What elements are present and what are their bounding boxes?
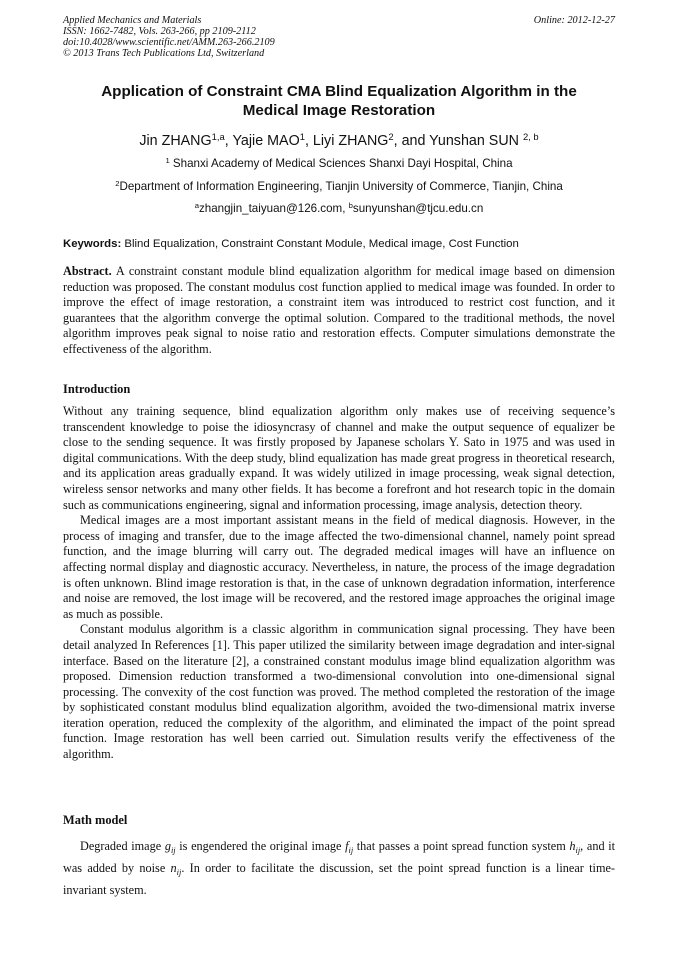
symbol-f: $f_{ij}$ [345,839,354,855]
doi-line: doi:10.4028/www.scientific.net/AMM.263-266.2109 [63,37,275,48]
introduction-body [63,404,615,763]
copyright-line: © 2013 Trans Tech Publications Ltd, Switzerland [63,48,265,59]
affiliation-1-sup: 1 [165,155,170,165]
author-affil-sup: 2, b [522,130,539,142]
abstract-text: A constraint constant module blind equalization algorithm for medical image based on dimension reduction was proposed. The constant modulus cost function applied to medical image was founded. In order to improve the effect of image restoration, a constraint item was introduced to restrict cost function, and it guarantees that the algorithm converge the optimal solution. Compared to the traditional methods, the novel algorithm improves peak signal to noise ratio and restoration effects. Computer simulations demonstrate the effectiveness of the algorithm. [63,264,615,356]
author-emails [63,202,615,216]
email-b: sunyunshan@tjcu.edu.cn [352,202,484,215]
paper-title [63,82,615,120]
affiliation-2-sup: 2 [115,178,120,188]
intro-paragraph-3: Constant modulus algorithm is a classic algorithm in communication signal processing. They have been detail analyzed In References [1]. This paper utilized the similarity between image degradation and inter-signal interface. Based on the literature [2], a constrained constant modulus image blind equalization algorithm was proposed. Dimension reduction transformed a two-dimensional convolution into one-dimensional signal processing. The convexity of the cost function was proved. The method completed the restoration of the image by sophisticated constant modulus blind equalization algorithm, avoided the two-dimensional matrix inverse iteration operation, reduced the complexity of the algorithm, and eliminated the impact of the point spread function. Image restoration has well been carried out. Simulation results verify the effectiveness of the algorithm. [63,622,615,762]
title-line-2: Medical Image Restoration [242,102,436,119]
intro-paragraph-1: Without any training sequence, blind equalization algorithm only makes use of receiving sequence’s transcendent knowledge to poise the idiosyncrasy of channel and make the output sequence of equalizer be close to the sending sequence. It was firstly proposed by Japanese scholars Y. Sato in 1975 and was used in digital communications. With the deep study, blind equalization has made great progress in theoretical research, and its application areas gradually expand. It was widely utilized in image processing, weak signal detection, wireless sensor networks and many other fields. It has become a forefront and hot research topic in the domain such as communications engineering, signal and information processing, image analysis, detection theory. [63,404,615,512]
author-separator: , and [393,133,430,149]
math-model-heading: Math model [63,813,128,827]
keywords-label: Keywords: [63,238,122,250]
author-separator: , [224,133,233,149]
math-model-paragraph: Degraded image $g_{ij}$ is engendered the original image $f_{ij}$ that passes a point spread function system $h_{ij}$, and it was added by noise $n_{ij}$. In order to facilitate the discussion, set the point spread function is a linear time-invariant system. [63,839,616,897]
symbol-g: $g_{ij}$ [164,839,176,855]
symbol-n: $n_{ij}$ [170,861,182,877]
affiliation-1 [63,157,615,171]
introduction-heading: Introduction [63,382,131,396]
journal-name: Applied Mechanics and Materials [63,15,202,26]
title-line-1: Application of Constraint CMA Blind Equalization Algorithm in the [101,83,577,100]
online-date: Online: 2012-12-27 [533,15,615,26]
affiliation-2 [63,180,615,194]
journal-header [63,15,275,59]
intro-paragraph-2: Medical images are a most important assistant means in the field of medical diagnosis. However, in the process of imaging and transfer, due to the image affected the two-dimensional channel, namely point spread function, and the image blurring will carry out. The degraded medical images will have an influence on affecting normal display and diagnostic accuracy. Nevertheless, in nature, the process of the image degradation is often unknown. Blind image restoration is that, in the case of unknown degradation information, interference and noise are removed, the lost image will be recovered, and the restored image approaches the original image as much as possible. [63,513,615,621]
issn-line: ISSN: 1662-7482, Vols. 263-266, pp 2109-2112 [63,26,256,37]
author-name: Liyi ZHANG [312,133,389,149]
symbol-h: $h_{ij}$ [569,839,581,855]
author-name: Yajie MAO [232,133,300,149]
email-a-sup: a [194,200,199,210]
affiliation-1-text: Shanxi Academy of Medical Sciences Shanxi Dayi Hospital, China [169,157,513,170]
affiliation-2-text: Department of Information Engineering, Tianjin University of Commerce, Tianjin, China [119,180,563,193]
author-list [63,132,615,150]
author-name: Yunshan SUN [429,133,523,149]
keywords [63,237,615,251]
email-b-sup: b [348,200,353,210]
keywords-text: Blind Equalization, Constraint Constant Module, Medical image, Cost Function [121,238,519,250]
author-name: Jin ZHANG [139,133,212,149]
abstract [63,264,615,358]
author-affil-sup: 1,a [211,130,225,142]
author-affil-sup: 2 [388,130,394,142]
math-model-body [63,835,615,901]
author-affil-sup: 1 [299,130,305,142]
email-a: zhangjin_taiyuan@126.com, [198,202,349,215]
author-separator: , [304,133,313,149]
abstract-label: Abstract. [63,264,112,278]
